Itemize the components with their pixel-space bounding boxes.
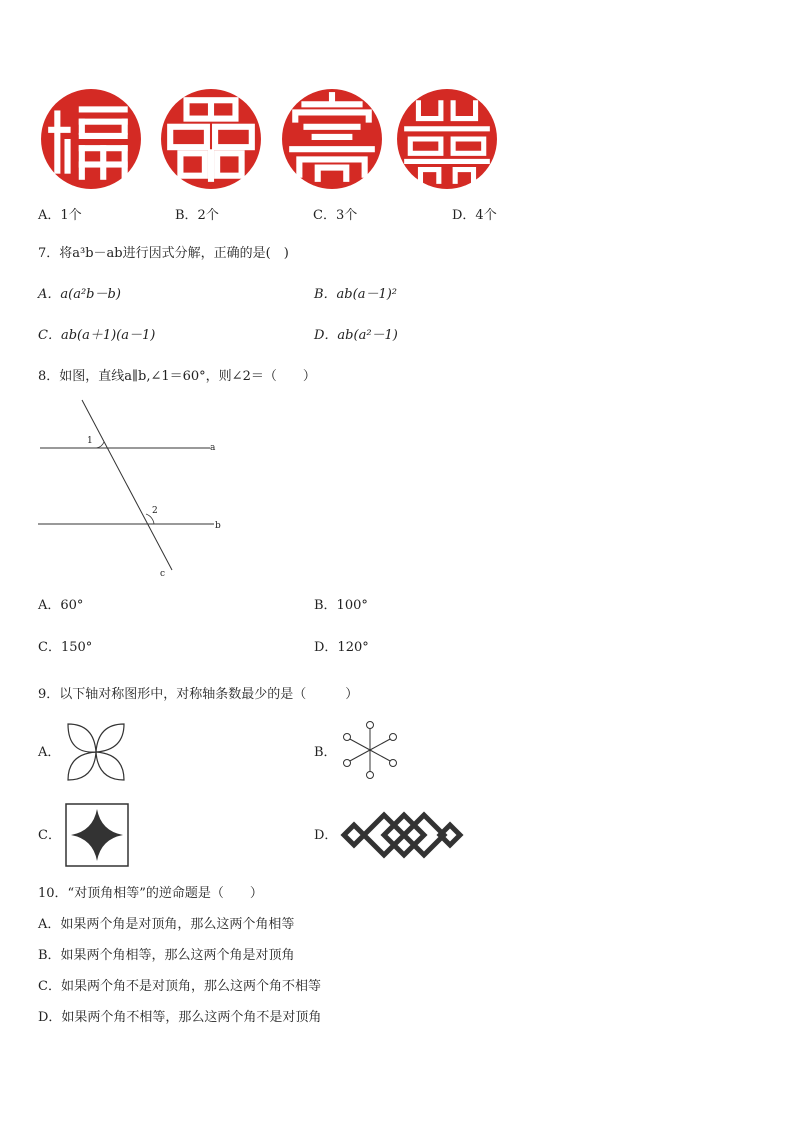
q10-option-a: A．如果两个角是对顶角，那么这两个角相等 bbox=[38, 917, 295, 932]
q6-option-b: B．2个 bbox=[175, 208, 219, 223]
q9-option-d: D． bbox=[314, 828, 338, 843]
lu-seal-icon bbox=[160, 88, 262, 190]
q8-option-c: C．150° bbox=[38, 640, 93, 655]
q10-option-c: C．如果两个角不是对顶角，那么这两个角不相等 bbox=[38, 979, 321, 994]
q9-option-b: B． bbox=[314, 745, 337, 760]
q9-option-a: A． bbox=[38, 745, 61, 760]
q8-option-a: A．60° bbox=[38, 598, 84, 613]
q7-option-c: C．ab(a＋1)(a－1) bbox=[38, 328, 156, 343]
q7-option-b: B．ab(a－1)² bbox=[314, 287, 398, 302]
line-c-label: c bbox=[160, 569, 166, 579]
angle-1-arc bbox=[96, 442, 104, 448]
q8-stem: 8．如图，直线a∥b,∠1＝60°，则∠2＝（ ） bbox=[38, 369, 316, 384]
snowflake-icon bbox=[340, 720, 400, 780]
q10-option-d: D．如果两个角不相等，那么这两个角不是对顶角 bbox=[38, 1010, 322, 1025]
xi-seal-icon bbox=[396, 88, 498, 190]
fu-seal-icon bbox=[40, 88, 142, 190]
q6-option-a: A．1个 bbox=[38, 208, 82, 223]
q10-option-b: B．如果两个角相等，那么这两个角是对顶角 bbox=[38, 948, 295, 963]
q10-stem: 10．“对顶角相等”的逆命题是（ ） bbox=[38, 886, 263, 901]
shou-seal-icon bbox=[281, 88, 383, 190]
parallel-lines-figure bbox=[34, 398, 234, 578]
q7-option-d: D．ab(a²－1) bbox=[314, 328, 398, 343]
square-star-icon bbox=[65, 803, 129, 867]
q9-option-c: C． bbox=[38, 828, 61, 843]
angle-1-label: 1 bbox=[87, 436, 93, 446]
interlocked-diamonds-icon bbox=[342, 806, 462, 864]
line-c bbox=[82, 400, 172, 570]
line-a-label: a bbox=[210, 443, 216, 453]
line-b-label: b bbox=[215, 521, 221, 531]
q8-option-d: D．120° bbox=[314, 640, 369, 655]
q8-option-b: B．100° bbox=[314, 598, 368, 613]
q7-stem: 7．将a³b－ab进行因式分解，正确的是( ) bbox=[38, 246, 289, 261]
q9-stem: 9．以下轴对称图形中，对称轴条数最少的是（ ） bbox=[38, 687, 359, 702]
q7-option-a: A．a(a²b－b) bbox=[38, 287, 121, 302]
q6-option-d: D．4个 bbox=[452, 208, 497, 223]
four-petal-flower-icon bbox=[64, 720, 128, 784]
q6-option-c: C．3个 bbox=[313, 208, 358, 223]
angle-2-label: 2 bbox=[152, 506, 158, 516]
